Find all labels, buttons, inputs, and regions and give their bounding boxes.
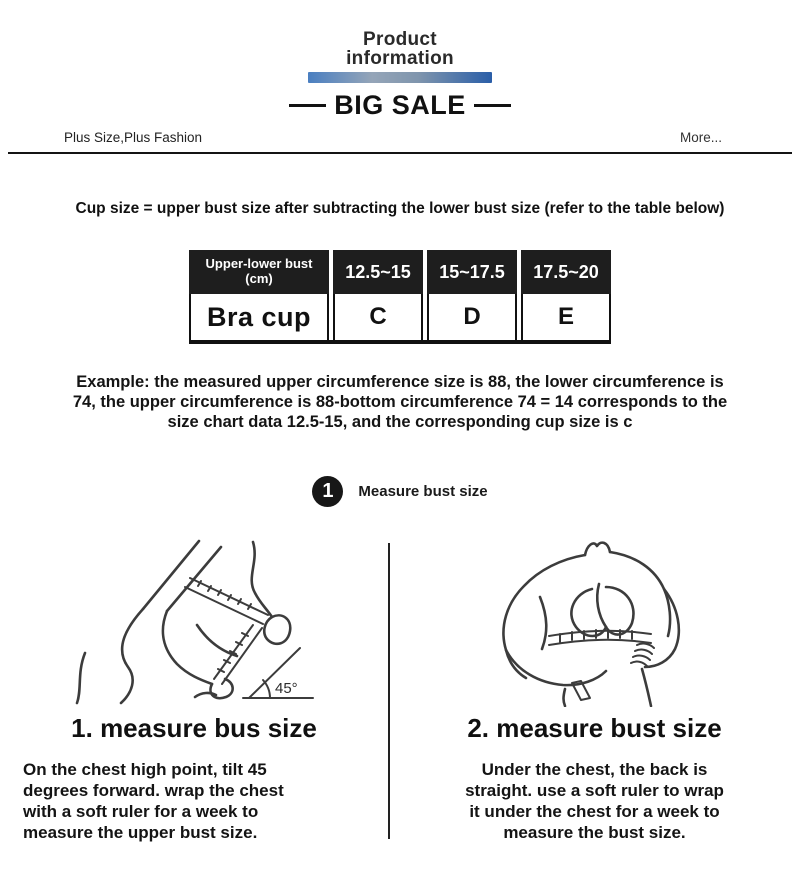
- big-sale-banner: [0, 90, 800, 121]
- example-line: Example: the measured upper circumference size is 88, the lower circumference is: [76, 373, 724, 391]
- page-title-line1: Product: [363, 29, 437, 50]
- banner-dash-left: [289, 104, 326, 107]
- panel-under-bust: [390, 533, 799, 843]
- table-body-row: [189, 294, 611, 340]
- page-title: [0, 30, 800, 68]
- store-bar: [0, 130, 800, 145]
- page-title-line2: information: [346, 48, 454, 69]
- example-paragraph: [45, 372, 755, 432]
- panel-upper-bust: [0, 533, 388, 843]
- range-cell-1: 12.5~15: [333, 250, 423, 294]
- bra-cup-label: Bra cup: [189, 294, 329, 340]
- step-1-badge: 1: [312, 476, 343, 507]
- store-tagline: Plus Size,Plus Fashion: [64, 130, 203, 145]
- measuring-instructions: [0, 533, 800, 843]
- side-measure-illustration: [49, 537, 339, 707]
- upper-bust-instructions: On the chest high point, tilt 45 degrees forward. wrap the chest with a soft ruler for a week to measure the upper bust size.: [23, 760, 284, 842]
- cup-size-table: [189, 250, 611, 344]
- banner-dash-right: [474, 104, 511, 107]
- angle-45-annotation: [243, 648, 313, 698]
- range-cell-2: 15~17.5: [427, 250, 517, 294]
- front-measure-illustration: [445, 537, 745, 707]
- angle-45-label: 45°: [275, 680, 298, 698]
- more-link[interactable]: More...: [679, 130, 722, 145]
- cup-cell-1: C: [333, 294, 423, 340]
- range-cell-3: 17.5~20: [521, 250, 611, 294]
- page-header: [0, 0, 800, 154]
- cup-size-formula: Cup size = upper bust size after subtracting the lower bust size (refer to the table below): [75, 200, 725, 217]
- upper-bust-heading: 1. measure bus size: [71, 713, 317, 744]
- big-sale-text: BIG SALE: [334, 90, 466, 120]
- table-header-row: [189, 250, 611, 294]
- example-line: 74, the upper circumference is 88-bottom circumference 74 = 14 corresponds to the: [72, 393, 728, 412]
- table-corner-cell: Upper-lower bust (cm): [189, 250, 329, 294]
- blue-divider-bar: [308, 72, 492, 83]
- under-bust-heading: 2. measure bust size: [467, 713, 722, 744]
- cup-cell-3: E: [521, 294, 611, 340]
- under-bust-instructions: Under the chest, the back is straight. use a soft ruler to wrap it under the chest for a week to measure the bust size.: [465, 760, 724, 842]
- cup-cell-2: D: [427, 294, 517, 340]
- step-1-header: [0, 476, 800, 507]
- example-line: size chart data 12.5-15, and the corresponding cup size is c: [167, 413, 633, 432]
- header-rule: [8, 152, 792, 154]
- step-1-label: Measure bust size: [358, 483, 488, 501]
